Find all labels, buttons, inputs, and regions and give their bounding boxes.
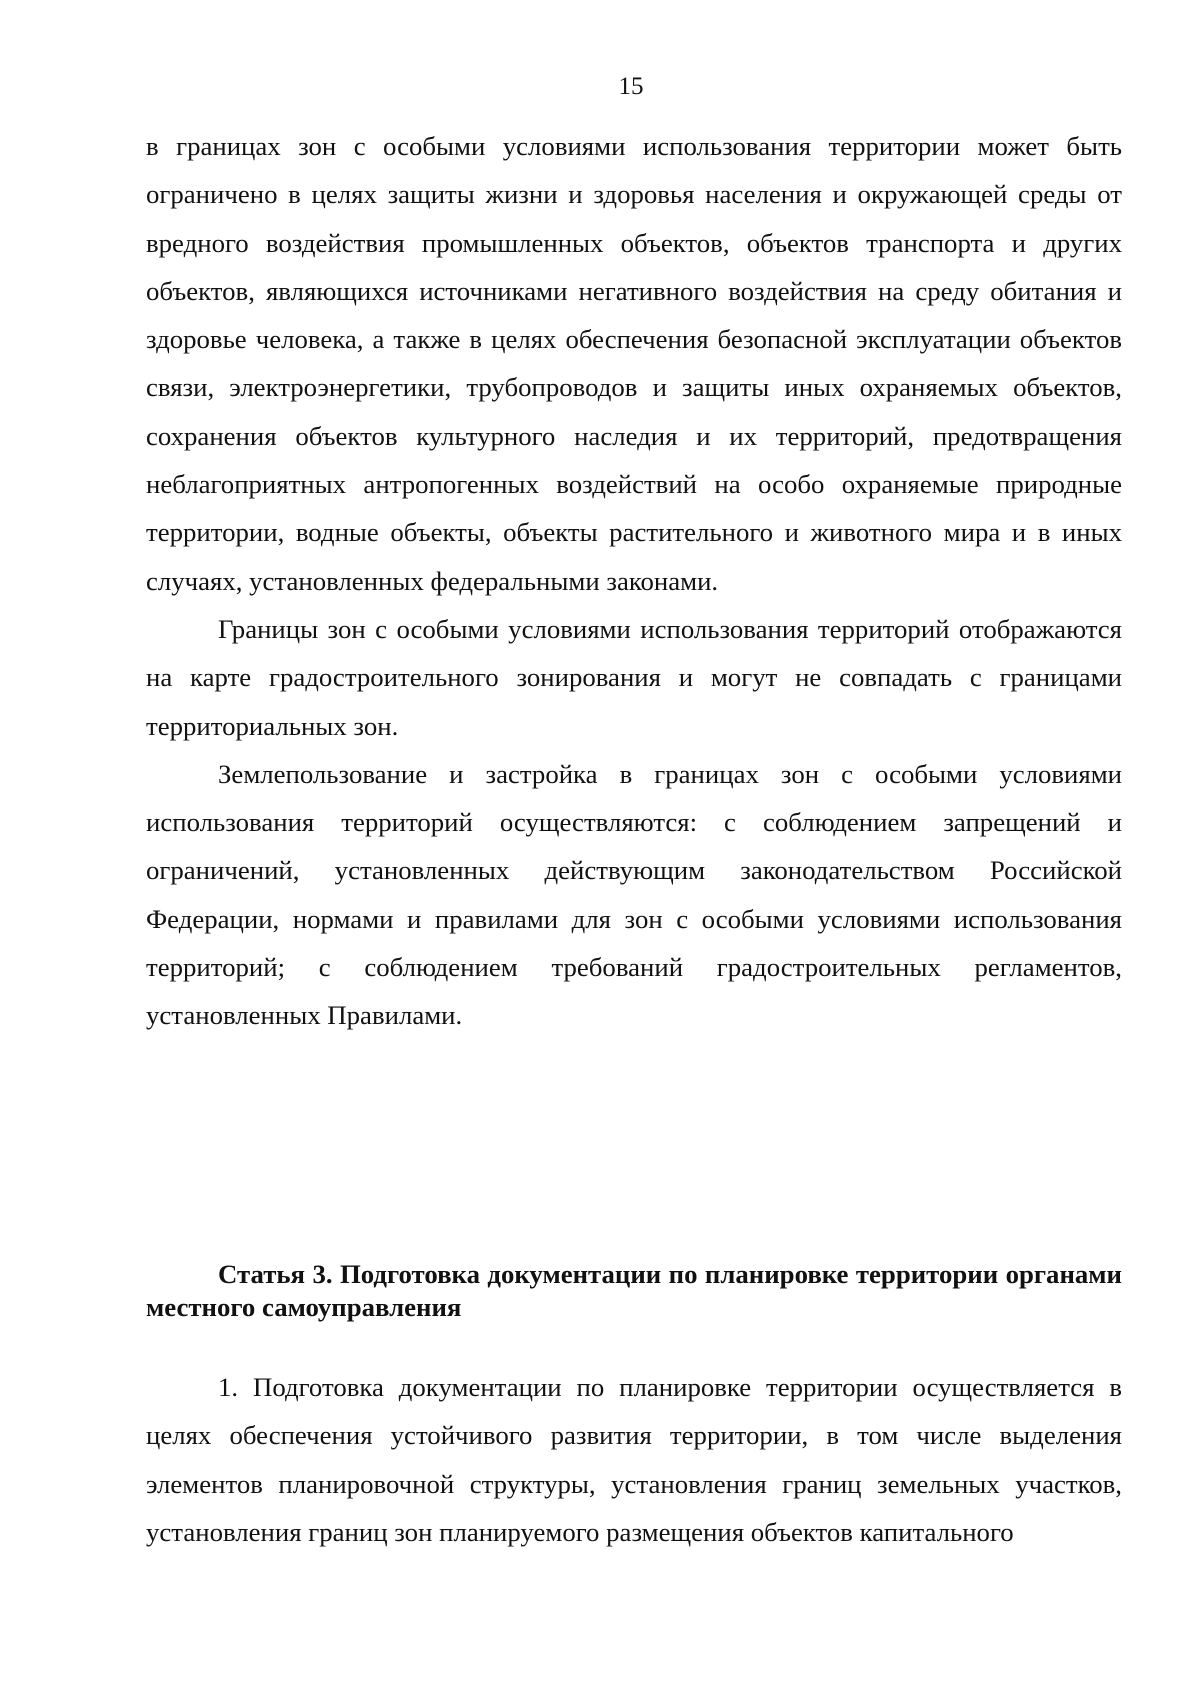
- paragraph-land-use: Землепользование и застройка в границах зон с особыми условиями использования территорий осуществляются: с соблюдением запрещений и ограничений, установленных действующим законодательством Российской Федерации, нормами и правилами для зон с особыми условиями использования территорий; с соблюдением требований градостроительных регламентов, установленных Правилами.: [146, 758, 1122, 1031]
- page-number: 15: [618, 73, 644, 100]
- paragraph-zone-boundaries: Границы зон с особыми условиями использования территорий отображаются на карте градостроительного зонирования и могут не совпадать с границами территориальных зон.: [146, 613, 1122, 741]
- article-body-section: [146, 1363, 1122, 1556]
- body-text-section: [146, 122, 1122, 1040]
- article-heading: Статья 3. Подготовка документации по планировке территории органами местного самоуправления: [146, 1259, 1122, 1322]
- paragraph-continuation: в границах зон с особыми условиями использования территории может быть ограничено в целях защиты жизни и здоровья населения и окружающей среды от вредного воздействия промышленных объектов, объектов транспорта и других объектов, являющихся источниками негативного воздействия на среду обитания и здоровье человека, а также в целях обеспечения безопасной эксплуатации объектов связи, электроэнергетики, трубопроводов и защиты иных охраняемых объектов, сохранения объектов культурного наследия и их территорий, предотвращения неблагоприятных антропогенных воздействий на особо охраняемые природные территории, водные объекты, объекты растительного и животного мира и в иных случаях, установленных федеральными законами.: [146, 131, 1122, 596]
- paragraph-article-item-1: 1. Подготовка документации по планировке территории осуществляется в целях обеспечения устойчивого развития территории, в том числе выделения элементов планировочной структуры, установления границ земельных участков, установления границ зон планируемого размещения объектов капитального: [146, 1372, 1122, 1547]
